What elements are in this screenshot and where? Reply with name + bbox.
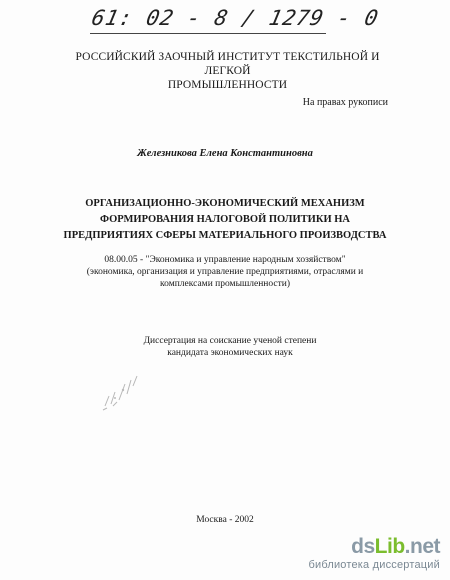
institute-line-2: ПРОМЫШЛЕННОСТИ: [167, 79, 288, 91]
specialty-code: [60, 254, 390, 290]
city-year: Москва - 2002: [196, 515, 254, 525]
dslib-logo: [280, 536, 440, 558]
specialty-line-1: 08.00.05 - "Экономика и управление народным хозяйством": [104, 255, 346, 265]
degree-line-2: кандидата экономических наук: [167, 348, 293, 358]
archive-number-underline: [90, 33, 326, 34]
dissertation-title: [40, 196, 410, 244]
degree-line-1: Диссертация на соискание ученой степени: [143, 336, 317, 346]
faded-stamp-mark: [95, 366, 155, 416]
dslib-watermark: [280, 536, 440, 571]
title-line-2: ФОРМИРОВАНИЯ НАЛОГОВОЙ ПОЛИТИКИ НА: [99, 214, 350, 225]
specialty-line-3: комплексами промышленности): [160, 279, 290, 289]
author-name: Железникова Елена Константиновна: [137, 148, 313, 159]
dslib-subtitle: библиотека диссертаций: [308, 559, 440, 571]
archive-number: 61: 02 - 8 / 1279 - 0: [89, 6, 382, 30]
logo-lib-part: Lib: [374, 535, 405, 558]
title-line-1: ОРГАНИЗАЦИОННО-ЭКОНОМИЧЕСКИЙ МЕХАНИЗМ: [85, 198, 365, 209]
institute-line-1: РОССИЙСКИЙ ЗАОЧНЫЙ ИНСТИТУТ ТЕКСТИЛЬНОЙ И ЛЕГКОЙ: [75, 51, 380, 77]
specialty-line-2: (экономика, организация и управление предприятиями, отраслями и: [86, 267, 364, 277]
institute-name: [60, 50, 395, 92]
manuscript-rights-note: На правах рукописи: [302, 97, 388, 108]
logo-ds-part: ds: [351, 535, 375, 558]
degree-statement: [80, 335, 380, 359]
title-line-3: ПРЕДПРИЯТИЯХ СФЕРЫ МАТЕРИАЛЬНОГО ПРОИЗВОДСТВА: [63, 230, 387, 241]
logo-net-part: .net: [404, 535, 440, 558]
